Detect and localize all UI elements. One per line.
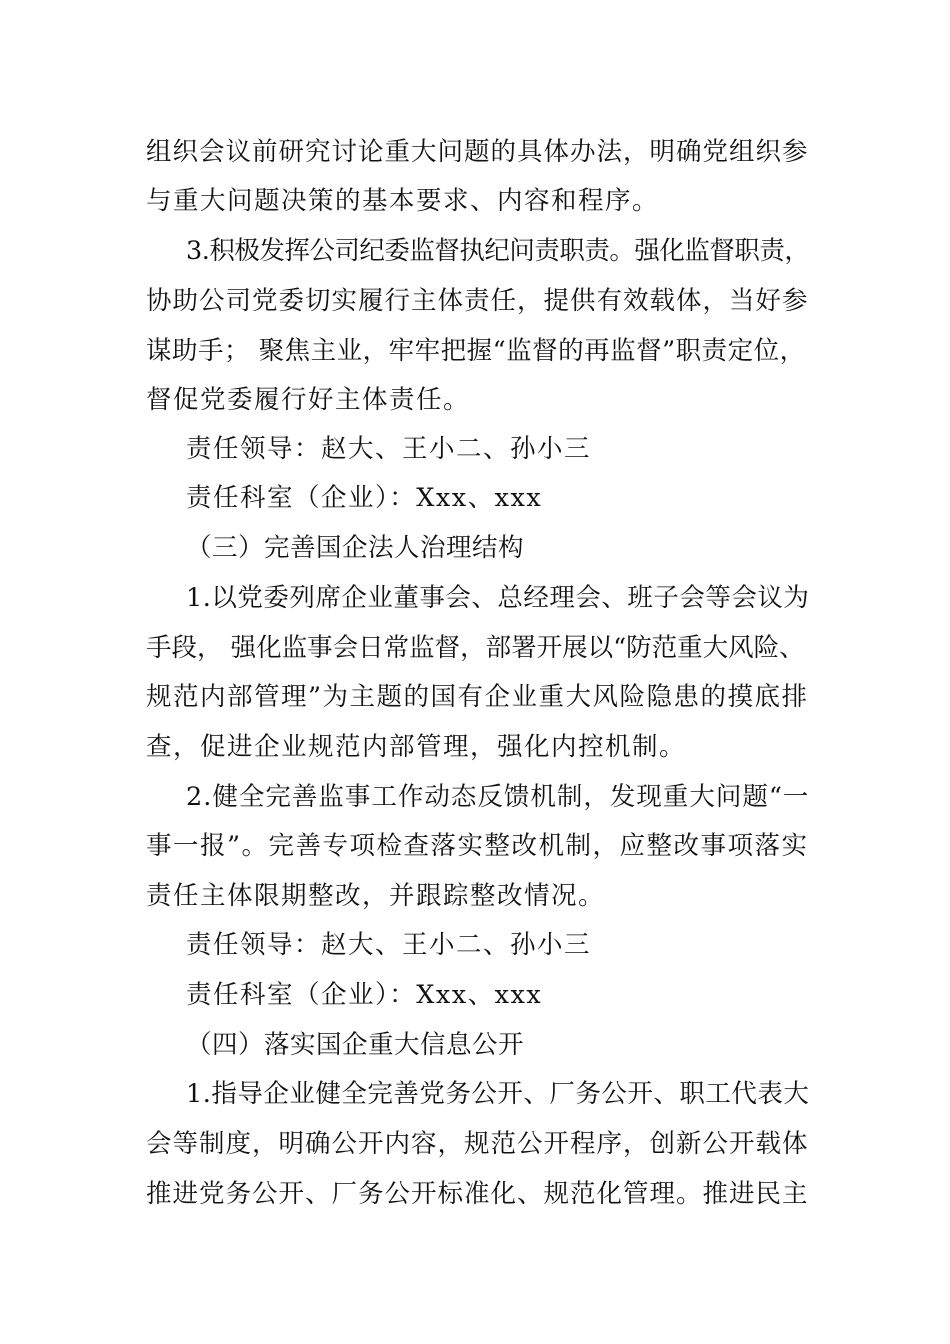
paragraph-line: 组织会议前研究讨论重大问题的具体办法，明确党组织参	[146, 137, 809, 167]
paragraph-line: 会等制度，明确公开内容，规范公开程序，创新公开载体	[146, 1129, 809, 1159]
paragraph-line: 谋助手； 聚焦主业，牢牢把握“监督的再监督”职责定位，	[146, 336, 806, 366]
paragraph-line: 责任主体限期整改，并跟踪整改情况。	[146, 881, 606, 911]
paragraph-line: 推进党务公开、厂务公开标准化、规范化管理。推进民主	[146, 1179, 809, 1209]
paragraph-line: 与重大问题决策的基本要求、内容和程序。	[146, 186, 660, 216]
paragraph-line: 1.指导企业健全完善党务公开、厂务公开、职工代表大	[186, 1079, 810, 1109]
paragraph-line: 事一报”。完善专项检查落实整改机制，应整改事项落实	[146, 831, 809, 861]
paragraph-line: 协助公司党委切实履行主体责任，提供有效载体，当好参	[146, 286, 809, 316]
paragraph-line: 规范内部管理”为主题的国有企业重大风险隐患的摸底排	[146, 682, 809, 712]
responsible-department: 责任科室（企业）：Xxx、xxx	[186, 980, 543, 1010]
paragraph-line: 查，促进企业规范内部管理，强化内控机制。	[146, 732, 687, 762]
paragraph-line: 督促党委履行好主体责任。	[146, 385, 471, 415]
paragraph-line: 2.健全完善监事工作动态反馈机制，发现重大问题“一	[186, 782, 810, 812]
paragraph-line: 1.以党委列席企业董事会、总经理会、班子会等会议为	[186, 583, 810, 613]
responsible-department: 责任科室（企业）：Xxx、xxx	[186, 483, 543, 513]
responsible-leaders: 责任领导：赵大、王小二、孙小三	[186, 434, 592, 464]
paragraph-line: 手段， 强化监事会日常监督，部署开展以“防范重大风险、	[146, 633, 805, 663]
section-heading: （三）完善国企法人治理结构	[186, 533, 525, 563]
responsible-leaders: 责任领导：赵大、王小二、孙小三	[186, 930, 592, 960]
paragraph-line: 3.积极发挥公司纪委监督执纪问责职责。强化监督职责，	[186, 236, 810, 266]
section-heading: （四）落实国企重大信息公开	[186, 1030, 525, 1060]
